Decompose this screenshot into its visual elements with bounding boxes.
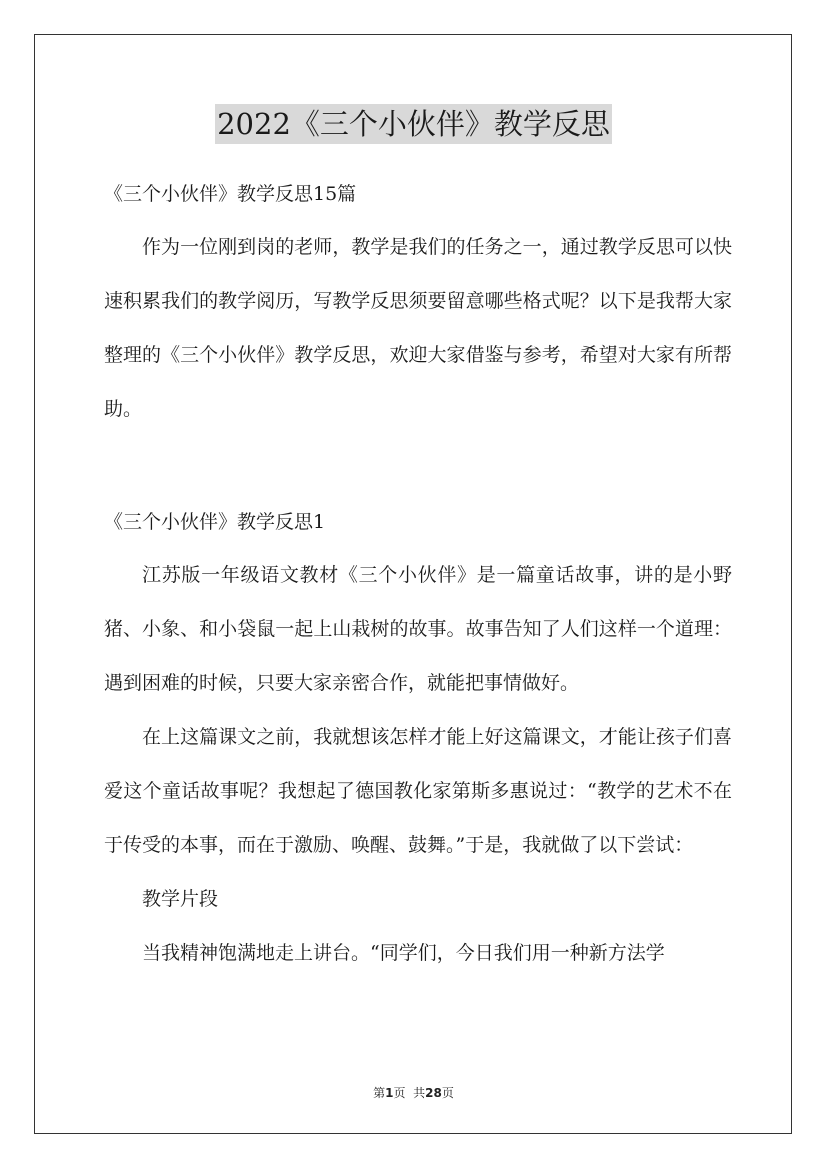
page-footer	[0, 1084, 827, 1101]
document-title-block	[0, 104, 827, 144]
section-paragraph-2: 在上这篇课文之前，我就想该怎样才能上好这篇课文，才能让孩子们喜爱这个童话故事呢？我想起了德国教化家第斯多惠说过：“教学的艺术不在于传受的本事，而在于激励、唤醒、鼓舞。”于是，我就做了以下尝试：	[104, 726, 732, 856]
intro-paragraph: 作为一位刚到岗的老师，教学是我们的任务之一，通过教学反思可以快速积累我们的教学阅历，写教学反思须要留意哪些格式呢？以下是我帮大家整理的《三个小伙伴》教学反思，欢迎大家借鉴与参考，希望对大家有所帮助。	[104, 236, 732, 420]
footer-page-prefix: 第	[373, 1086, 386, 1100]
footer-total-prefix: 共	[413, 1086, 426, 1100]
footer-total-pages: 28	[425, 1086, 442, 1100]
footer-total-suffix: 页	[441, 1086, 454, 1100]
subtitle: 《三个小伙伴》教学反思15篇	[104, 183, 357, 205]
footer-page-number: 1	[385, 1086, 394, 1100]
document-body	[104, 176, 732, 980]
footer-page-suffix: 页	[393, 1086, 406, 1100]
section-paragraph-4: 当我精神饱满地走上讲台。“同学们，今日我们用一种新方法学	[142, 942, 665, 964]
section-heading: 《三个小伙伴》教学反思1	[104, 511, 326, 533]
section-paragraph-1: 江苏版一年级语文教材《三个小伙伴》是一篇童话故事，讲的是小野猪、小象、和小袋鼠一起上山栽树的故事。故事告知了人们这样一个道理：遇到困难的时候，只要大家亲密合作，就能把事情做好。	[104, 564, 732, 694]
section-paragraph-3: 教学片段	[142, 888, 219, 910]
document-title: 2022《三个小伙伴》教学反思	[215, 104, 612, 144]
